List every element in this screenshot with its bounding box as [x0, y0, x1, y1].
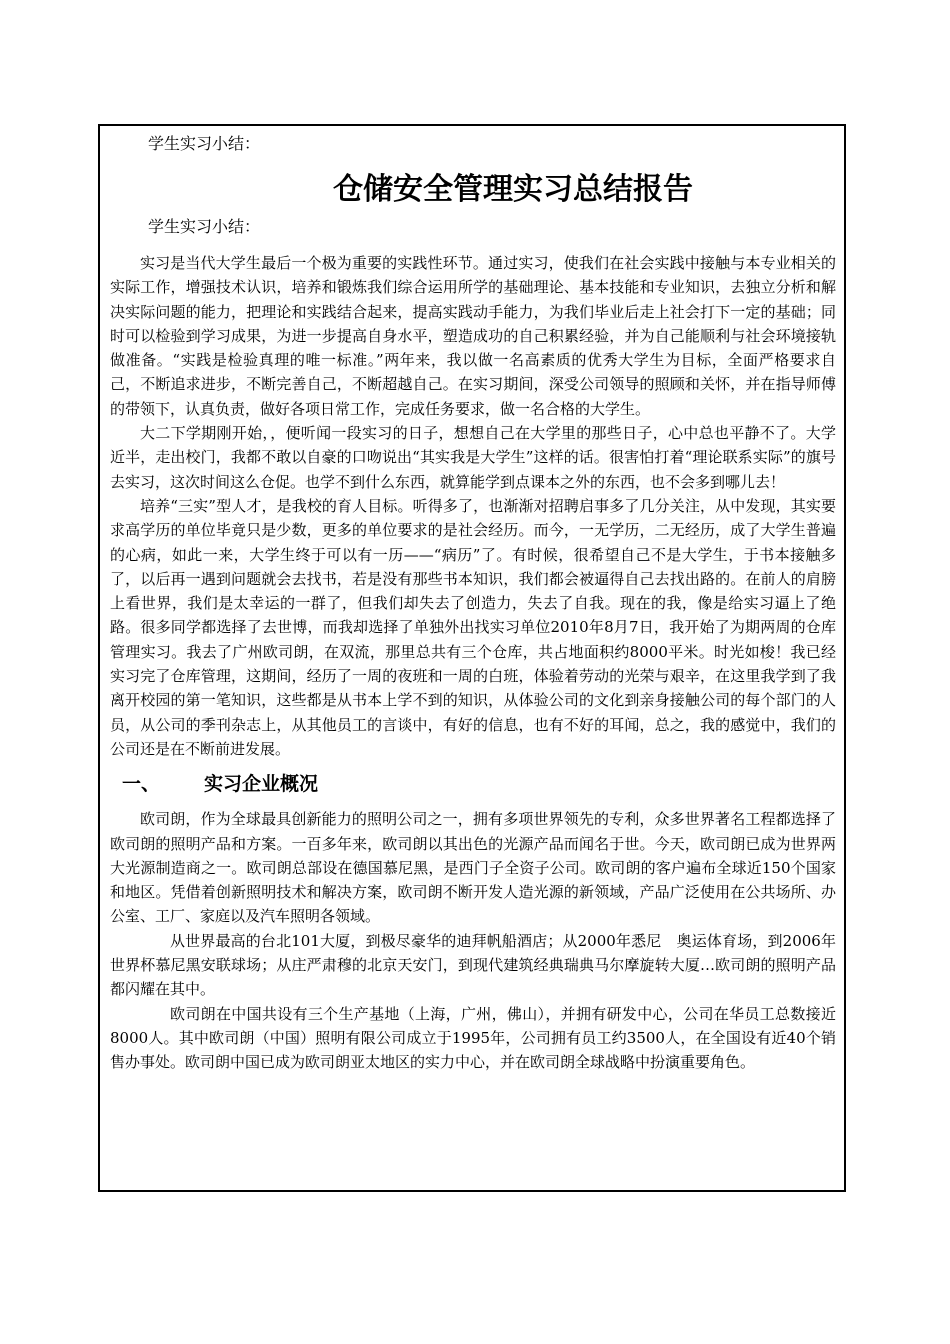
- report-body: [110, 251, 836, 1075]
- paragraph-third: 培养“三实”型人才，是我校的育人目标。听得多了，也渐渐对招聘启事多了几分关注，从中发现，其实要求高学历的单位毕竟只是少数，更多的单位要求的是社会经历。而今，一无学历，二无经历，成了大学生普遍的心病，如此一来，大学生终于可以有一历——“病历”了。有时候，很希望自己不是大学生，于书本接触多了，以后再一遇到问题就会去找书，若是没有那些书本知识，我们都会被逼得自己去找出路的。在前人的肩膀上看世界，我们是太幸运的一群了，但我们却失去了创造力，失去了自我。现在的我，像是给实习逼上了绝路。很多同学都选择了去世博，而我却选择了单独外出找实习单位2010年8月7日，我开始了为期两周的仓库管理实习。我去了广州欧司朗，在双流，那里总共有三个仓库，共占地面积约8000平米。时光如梭！我已经实习完了仓库管理，这期间，经历了一周的夜班和一周的白班，体验着劳动的光荣与艰辛，在这里我学到了我离开校园的第一笔知识，这些都是从书本上学不到的知识，从体验公司的文化到亲身接触公司的每个部门的人员，从公司的季刊杂志上，从其他员工的言谈中，有好的信息，也有不好的耳闻，总之，我的感觉中，我们的公司还是在不断前进发展。: [110, 496, 836, 758]
- company-paragraph: 欧司朗，作为全球最具创新能力的照明公司之一，拥有多项世界领先的专利，众多世界著名工程都选择了欧司朗的照明产品和方案。一百多年来，欧司朗以其出色的光源产品而闻名于世。今天，欧司朗已成为世界两大光源制造商之一。欧司朗总部设在德国慕尼黑，是西门子全资子公司。欧司朗的客户遍布全球近150个国家和地区。凭借着创新照明技术和解决方案，欧司朗不断开发人造光源的新领域，产品广泛使用在公共场所、办公室、工厂、家庭以及汽车照明各领域。: [110, 810, 836, 926]
- document-frame: [98, 124, 846, 1192]
- summary-label: 学生实习小结：: [148, 134, 261, 153]
- paragraph-second: 大二下学期刚开始，，便听闻一段实习的日子，想想自己在大学里的那些日子，心中总也平静不了。大学近半，走出校门，我都不敢以自豪的口吻说出“其实我是大学生”这样的话。很害怕打着“理论联系实际”的旗号去实习，这次时间这么仓促。也学不到什么东西，就算能学到点课本之外的东西，也不会多到哪儿去！: [110, 424, 836, 491]
- paragraph-intro: 实习是当代大学生最后一个极为重要的实践性环节。通过实习，使我们在社会实践中接触与本专业相关的实际工作，增强技术认识，培养和锻炼我们综合运用所学的基础理论、基本技能和专业知识，去独立分析和解决实际问题的能力，把理论和实践结合起来，提高实践动手能力，为我们毕业后走上社会打下一定的基础；同时可以检验到学习成果，为进一步提高自身水平，塑造成功的自己积累经验，并为自己能顺利与社会环境接轨做准备。“实践是检验真理的唯一标准。”两年来，我以做一名高素质的优秀大学生为目标，全面严格要求自己，不断追求进步，不断完善自己，不断超越自己。在实习期间，深受公司领导的照顾和关怀，并在指导师傅的带领下，认真负责，做好各项日常工作，完成任务要求，做一名合格的大学生。: [110, 254, 836, 418]
- report-title: 仓储安全管理实习总结报告: [333, 172, 693, 207]
- china-paragraph: 欧司朗在中国共设有三个生产基地（上海，广州，佛山），并拥有研发中心，公司在华员工总数接近8000人。其中欧司朗（中国）照明有限公司成立于1995年，公司拥有员工约3500人，在全国设有近40个销售办事处。欧司朗中国已成为欧司朗亚太地区的实力中心，并在欧司朗全球战略中扮演重要角色。: [110, 1004, 836, 1072]
- landmarks-paragraph: 从世界最高的台北101大厦，到极尽豪华的迪拜帆船酒店；从2000年悉尼 奥运体育场，到2006年世界杯慕尼黑安联球场；从庄严肃穆的北京天安门，到现代建筑经典瑞典马尔摩旋转大厦…欧司朗的照明产品都闪耀在其中。: [110, 931, 836, 999]
- section-heading: [122, 769, 836, 799]
- section-number: 一、: [122, 773, 161, 796]
- summary-label-repeat: 学生实习小结：: [148, 217, 261, 236]
- section-title: 实习企业概况: [204, 773, 319, 796]
